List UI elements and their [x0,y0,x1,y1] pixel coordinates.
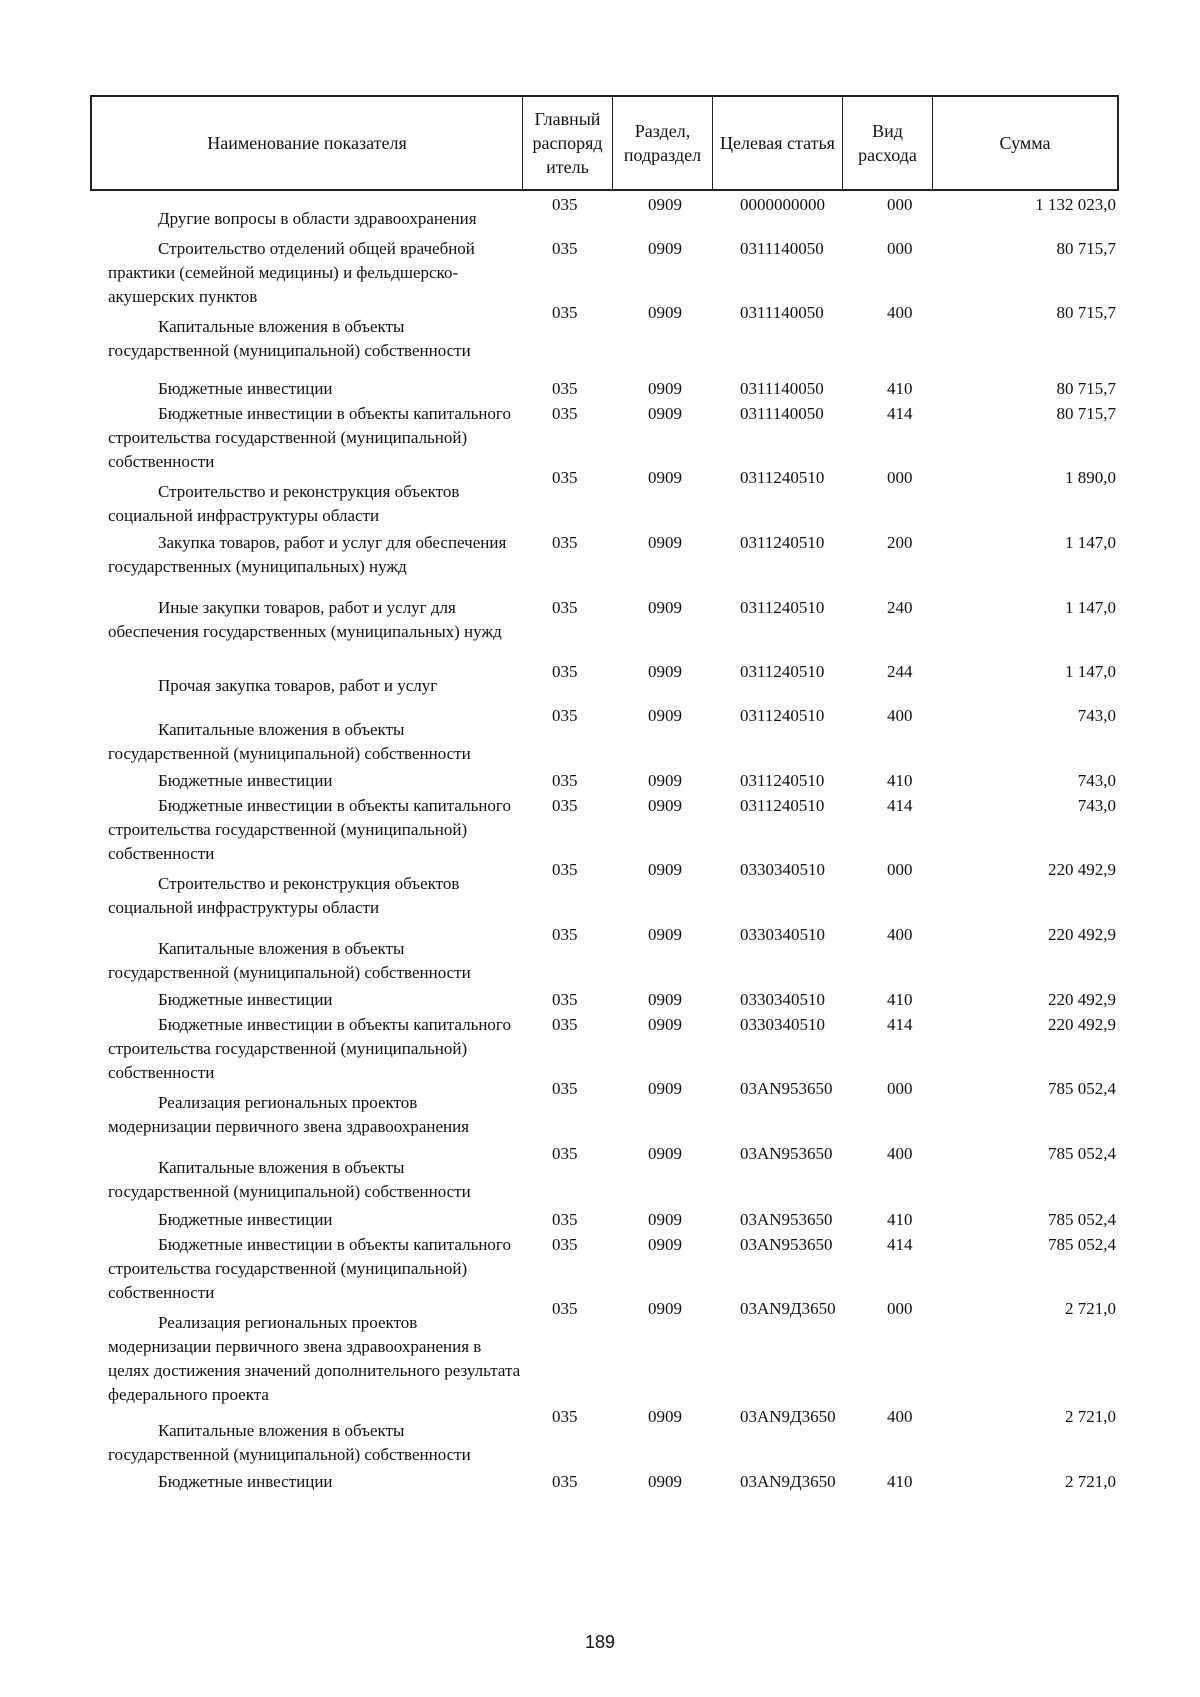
row-sum: 220 492,9 [1048,860,1116,879]
row-sum: 743,0 [1077,706,1116,725]
row-main-manager: 035 [552,925,578,944]
header-main-manager: Главный распоряд итель [522,97,612,189]
row-expense-type: 200 [887,533,913,552]
row-section: 0909 [648,1015,682,1034]
row-target-article: 0311240510 [740,533,825,552]
row-main-manager: 035 [552,239,578,258]
row-main-manager: 035 [552,468,578,487]
row-main-manager: 035 [552,379,578,398]
row-sum: 1 147,0 [1065,662,1116,681]
row-target-article: 0311240510 [740,796,825,815]
row-section: 0909 [648,468,682,487]
row-name: Бюджетные инвестиции [158,1472,333,1491]
row-section: 0909 [648,990,682,1009]
row-section: 0909 [648,662,682,681]
row-sum: 1 132 023,0 [1035,195,1116,214]
row-name: Строительство отделений общей врачебной практики (семейной медицины) и фельдшерско-акушерских пунктов [108,239,475,306]
row-expense-type: 410 [887,1210,913,1229]
row-expense-type: 244 [887,662,913,681]
row-target-article: 03АN953650 [740,1079,833,1098]
row-expense-type: 000 [887,860,913,879]
row-main-manager: 035 [552,404,578,423]
row-main-manager: 035 [552,662,578,681]
row-main-manager: 035 [552,771,578,790]
row-target-article: 0311240510 [740,598,825,617]
header-sum: Сумма [932,97,1117,189]
row-section: 0909 [648,1079,682,1098]
row-section: 0909 [648,1472,682,1491]
row-section: 0909 [648,1144,682,1163]
row-section: 0909 [648,860,682,879]
row-expense-type: 400 [887,303,913,322]
row-section: 0909 [648,303,682,322]
row-section: 0909 [648,404,682,423]
row-target-article: 0330340510 [740,1015,825,1034]
row-section: 0909 [648,796,682,815]
row-target-article: 03АN953650 [740,1144,833,1163]
header-target-article: Целевая статья [712,97,842,189]
row-sum: 2 721,0 [1065,1407,1116,1426]
row-main-manager: 035 [552,1235,578,1254]
row-name: Реализация региональных проектов модернизации первичного звена здравоохранения в целях достижения значений дополнительного результата федерального проекта [108,1313,521,1404]
row-sum: 785 052,4 [1048,1144,1116,1163]
row-main-manager: 035 [552,990,578,1009]
row-name: Бюджетные инвестиции [158,1210,333,1229]
row-section: 0909 [648,379,682,398]
row-sum: 1 147,0 [1065,533,1116,552]
row-target-article: 0311140050 [740,239,824,258]
row-name: Реализация региональных проектов модернизации первичного звена здравоохранения [108,1093,470,1136]
row-target-article: 0311140050 [740,379,824,398]
row-main-manager: 035 [552,598,578,617]
header-name: Наименование показателя [207,133,407,153]
row-sum: 80 715,7 [1056,239,1116,258]
row-main-manager: 035 [552,1299,578,1318]
row-name: Бюджетные инвестиции в объекты капитального строительства государственной (муниципальной) собственности [108,1015,511,1082]
row-target-article: 03АN953650 [740,1235,833,1254]
row-target-article: 0311240510 [740,771,825,790]
row-expense-type: 400 [887,925,913,944]
row-main-manager: 035 [552,706,578,725]
row-target-article: 0330340510 [740,925,825,944]
row-section: 0909 [648,598,682,617]
row-main-manager: 035 [552,1015,578,1034]
row-target-article: 0311140050 [740,404,824,423]
row-name: Капитальные вложения в объекты государственной (муниципальной) собственности [108,1158,471,1201]
row-name: Прочая закупка товаров, работ и услуг [158,676,438,695]
row-expense-type: 410 [887,379,913,398]
row-target-article: 0330340510 [740,990,825,1009]
row-name: Бюджетные инвестиции в объекты капитального строительства государственной (муниципальной) собственности [108,796,511,863]
row-sum: 785 052,4 [1048,1210,1116,1229]
row-target-article: 0311240510 [740,662,825,681]
row-expense-type: 000 [887,1299,913,1318]
row-name: Капитальные вложения в объекты государственной (муниципальной) собственности [108,1421,471,1464]
row-expense-type: 414 [887,1015,913,1034]
row-section: 0909 [648,925,682,944]
row-sum: 80 715,7 [1056,379,1116,398]
row-name: Бюджетные инвестиции в объекты капитального строительства государственной (муниципальной) собственности [108,404,511,471]
row-target-article: 0311240510 [740,468,825,487]
row-target-article: 03АN953650 [740,1210,833,1229]
row-target-article: 0330340510 [740,860,825,879]
row-main-manager: 035 [552,533,578,552]
row-target-article: 03АN9Д3650 [740,1299,836,1318]
row-sum: 2 721,0 [1065,1299,1116,1318]
row-sum: 785 052,4 [1048,1079,1116,1098]
row-sum: 80 715,7 [1056,303,1116,322]
row-target-article: 0311140050 [740,303,824,322]
row-name: Иные закупки товаров, работ и услуг для обеспечения государственных (муниципальных) нужд [108,598,502,641]
row-name: Капитальные вложения в объекты государственной (муниципальной) собственности [108,720,471,763]
row-expense-type: 414 [887,404,913,423]
row-expense-type: 000 [887,1079,913,1098]
row-sum: 743,0 [1077,771,1116,790]
row-expense-type: 000 [887,239,913,258]
row-main-manager: 035 [552,303,578,322]
row-section: 0909 [648,1299,682,1318]
row-name: Капитальные вложения в объекты государственной (муниципальной) собственности [108,939,471,982]
row-expense-type: 410 [887,771,913,790]
row-expense-type: 400 [887,706,913,725]
row-section: 0909 [648,533,682,552]
row-expense-type: 000 [887,195,913,214]
row-sum: 1 147,0 [1065,598,1116,617]
row-expense-type: 414 [887,796,913,815]
row-name: Бюджетные инвестиции [158,990,333,1009]
header-section: Раздел, подраздел [612,97,712,189]
row-name: Строительство и реконструкция объектов социальной инфраструктуры области [108,482,460,525]
row-expense-type: 410 [887,1472,913,1491]
row-sum: 2 721,0 [1065,1472,1116,1491]
row-expense-type: 400 [887,1144,913,1163]
row-name: Строительство и реконструкция объектов социальной инфраструктуры области [108,874,460,917]
row-section: 0909 [648,1407,682,1426]
page-number: 189 [584,1632,616,1652]
row-target-article: 03АN9Д3650 [740,1472,836,1491]
row-target-article: 0000000000 [740,195,825,214]
row-name: Бюджетные инвестиции [158,771,333,790]
row-sum: 220 492,9 [1048,925,1116,944]
row-main-manager: 035 [552,195,578,214]
table-header [90,95,1119,191]
row-name: Другие вопросы в области здравоохранения [158,209,477,228]
row-expense-type: 414 [887,1235,913,1254]
row-sum: 220 492,9 [1048,1015,1116,1034]
header-expense-type: Вид расхода [842,97,932,189]
row-main-manager: 035 [552,860,578,879]
row-sum: 785 052,4 [1048,1235,1116,1254]
row-name: Капитальные вложения в объекты государственной (муниципальной) собственности [108,317,471,360]
row-target-article: 0311240510 [740,706,825,725]
row-main-manager: 035 [552,1144,578,1163]
row-name: Закупка товаров, работ и услуг для обеспечения государственных (муниципальных) нужд [108,533,507,576]
row-sum: 80 715,7 [1056,404,1116,423]
row-expense-type: 410 [887,990,913,1009]
row-section: 0909 [648,1210,682,1229]
row-section: 0909 [648,706,682,725]
row-name: Бюджетные инвестиции в объекты капитального строительства государственной (муниципальной) собственности [108,1235,511,1302]
row-expense-type: 000 [887,468,913,487]
row-main-manager: 035 [552,1210,578,1229]
row-section: 0909 [648,1235,682,1254]
row-expense-type: 240 [887,598,913,617]
row-expense-type: 400 [887,1407,913,1426]
row-section: 0909 [648,195,682,214]
row-main-manager: 035 [552,1472,578,1491]
row-main-manager: 035 [552,1079,578,1098]
row-name: Бюджетные инвестиции [158,379,333,398]
row-main-manager: 035 [552,1407,578,1426]
row-sum: 220 492,9 [1048,990,1116,1009]
row-sum: 743,0 [1077,796,1116,815]
row-target-article: 03АN9Д3650 [740,1407,836,1426]
row-section: 0909 [648,239,682,258]
row-sum: 1 890,0 [1065,468,1116,487]
row-main-manager: 035 [552,796,578,815]
row-section: 0909 [648,771,682,790]
